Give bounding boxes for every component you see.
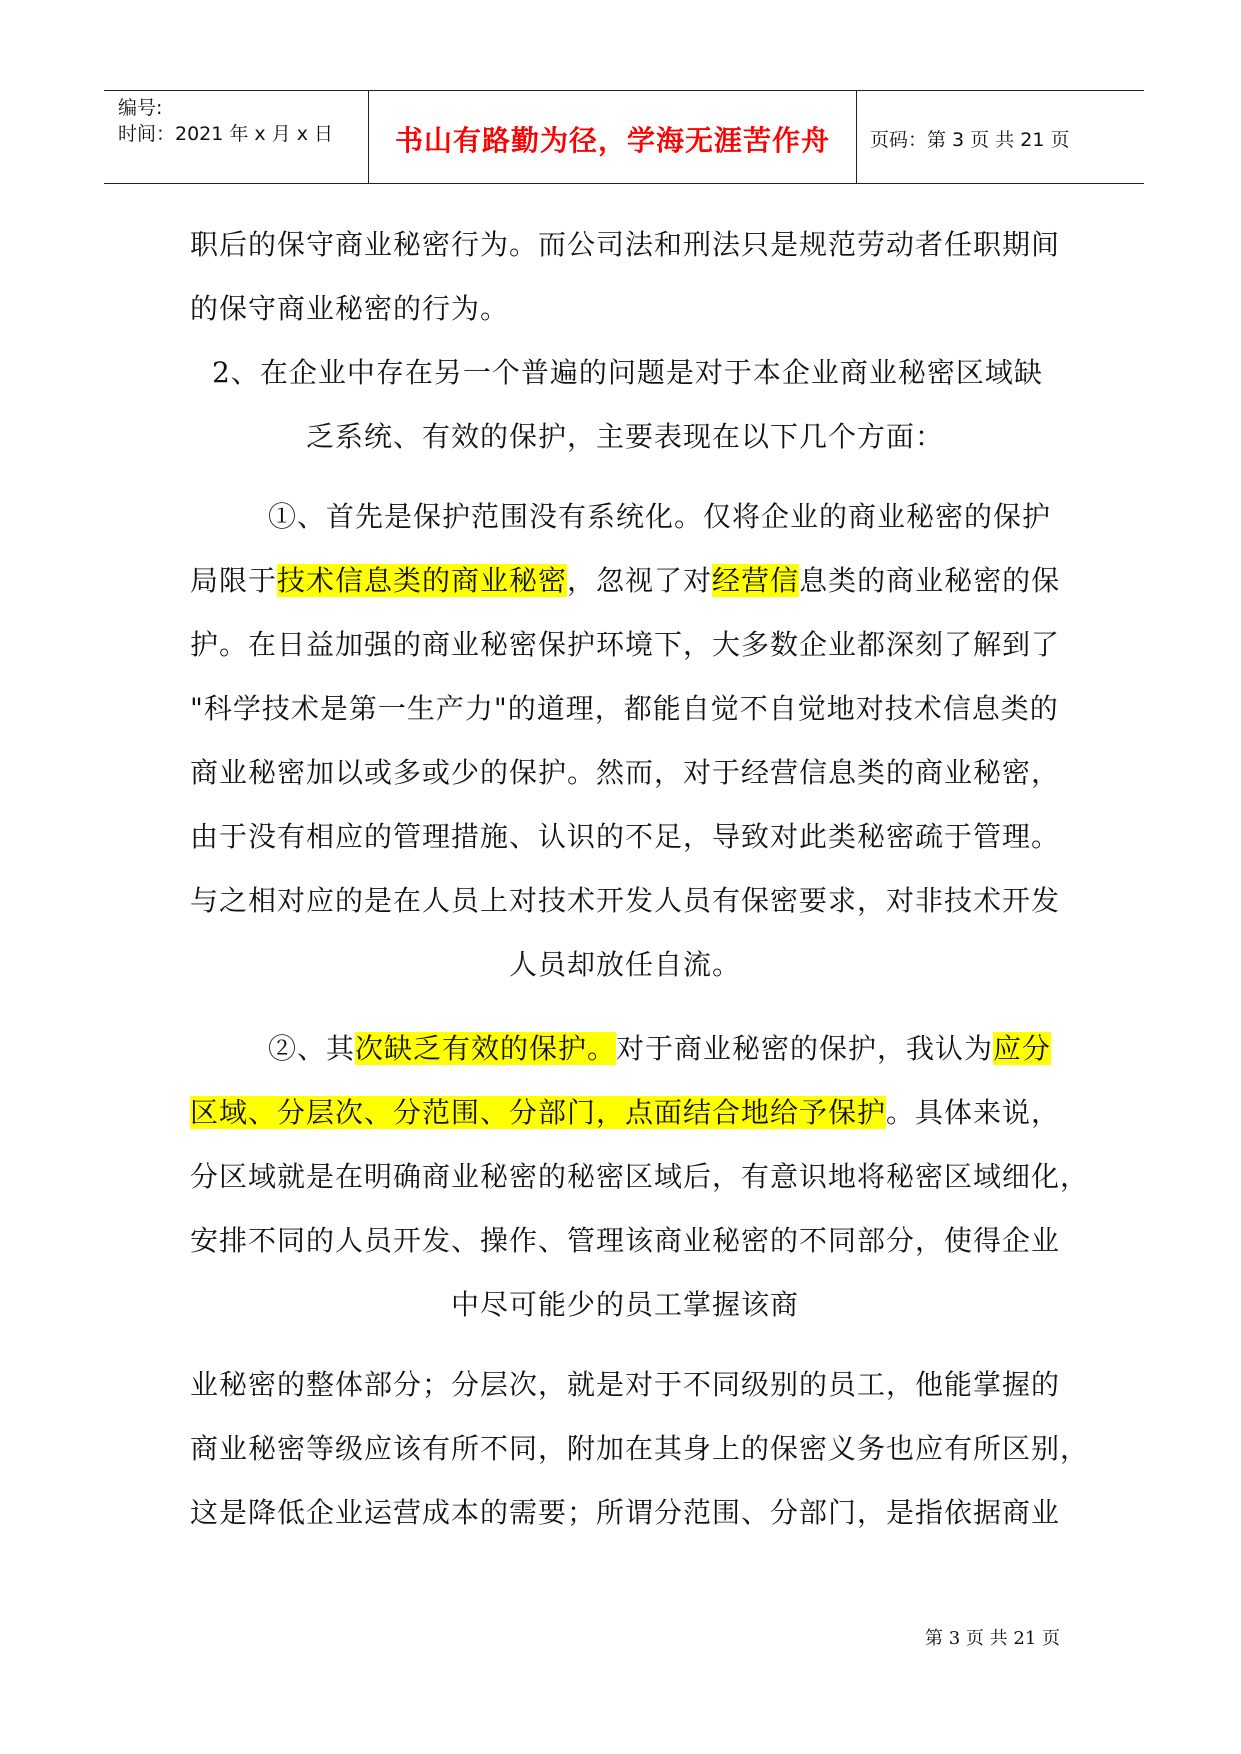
page-footer: 第 3 页 共 21 页	[925, 1628, 1060, 1649]
paragraph-line: ①、首先是保护范围没有系统化。仅将企业的商业秘密的保护	[268, 500, 1052, 533]
highlighted-text: 区域、分层次、分范围、分部门，点面结合地给予保护	[190, 1096, 887, 1129]
paragraph-line: "科学技术是第一生产力"的道理，都能自觉不自觉地对技术信息类的	[190, 692, 1059, 725]
paragraph-line: 人员却放任自流。	[508, 948, 741, 981]
motto: 书山有路勤为径，学海无涯苦作舟	[394, 124, 830, 157]
text-span: 息类的商业秘密的保	[799, 564, 1061, 597]
text-span: ②、其	[268, 1032, 356, 1065]
paragraph-line: 商业秘密等级应该有所不同，附加在其身上的保密义务也应有所区别，	[190, 1432, 1090, 1465]
paragraph-line: 护。在日益加强的商业秘密保护环境下，大多数企业都深刻了解到了	[190, 628, 1061, 661]
paragraph-line: 2、在企业中存在另一个普遍的问题是对于本企业商业秘密区域缺	[212, 356, 1043, 389]
paragraph-line: 职后的保守商业秘密行为。而公司法和刑法只是规范劳动者任职期间	[190, 228, 1061, 261]
paragraph-line	[190, 1093, 1060, 1133]
header-motto-cell	[368, 91, 857, 183]
paragraph-line	[190, 561, 1060, 601]
paragraph-line: 业秘密的整体部分；分层次，就是对于不同级别的员工，他能掌握的	[190, 1368, 1061, 1401]
text-span: ，忽视了对	[567, 564, 713, 597]
paragraph-line: 中尽可能少的员工掌握该商	[450, 1288, 799, 1321]
paragraph-line: 这是降低企业运营成本的需要；所谓分范围、分部门，是指依据商业	[190, 1496, 1061, 1529]
paragraph-line: 安排不同的人员开发、操作、管理该商业秘密的不同部分，使得企业	[190, 1224, 1061, 1257]
highlighted-text: 技术信息类的商业秘密	[277, 564, 568, 597]
paragraph-line	[268, 1029, 1138, 1069]
highlighted-text: 经营信	[712, 564, 800, 597]
highlighted-text: 应分	[993, 1032, 1052, 1065]
header-info-cell	[104, 91, 368, 183]
paragraph-line: 商业秘密加以或多或少的保护。然而，对于经营信息类的商业秘密，	[190, 756, 1061, 789]
paragraph-line: 乏系统、有效的保护，主要表现在以下几个方面：	[305, 420, 944, 453]
highlighted-text: 次缺乏有效的保护。	[355, 1032, 617, 1065]
paragraph-line: 与之相对应的是在人员上对技术开发人员有保密要求，对非技术开发	[190, 884, 1061, 917]
text-span: 。具体来说，	[886, 1096, 1061, 1129]
document-header	[104, 90, 1144, 184]
paragraph-line: 由于没有相应的管理措施、认识的不足，导致对此类秘密疏于管理。	[190, 820, 1061, 853]
paragraph-line: 分区域就是在明确商业秘密的秘密区域后，有意识地将秘密区域细化，	[190, 1160, 1090, 1193]
text-span: 局限于	[190, 564, 278, 597]
text-span: 对于商业秘密的保护，我认为	[616, 1032, 994, 1065]
header-page-label: 页码：第 3 页 共 21 页	[870, 129, 1070, 151]
header-page-cell	[856, 91, 1144, 183]
time-label: 时间：2021 年 x 月 x 日	[118, 123, 334, 145]
paragraph-line: 的保守商业秘密的行为。	[190, 292, 510, 325]
serial-label: 编号:	[118, 97, 163, 119]
